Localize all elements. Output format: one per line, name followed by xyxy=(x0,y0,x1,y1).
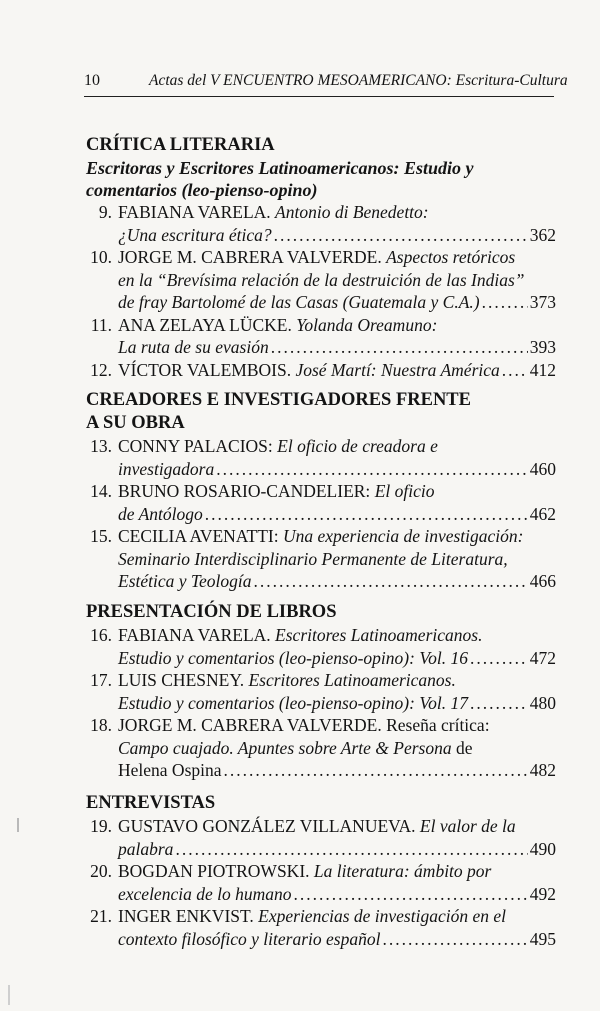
entry-title: José Martí: Nuestra América xyxy=(295,359,500,380)
entry-title: El valor de la xyxy=(419,816,516,836)
toc-entry[interactable] xyxy=(86,314,556,359)
dot-leader xyxy=(502,359,528,382)
entry-author: CONNY PALACIOS: xyxy=(118,436,273,456)
scan-artifact xyxy=(17,818,19,832)
scan-artifact xyxy=(8,985,10,1005)
toc-entry[interactable] xyxy=(86,201,556,246)
entry-page: 472 xyxy=(529,647,556,668)
entry-title: Escritores Latinoamericanos. xyxy=(248,670,456,690)
dot-leader xyxy=(224,759,528,782)
toc-entry[interactable] xyxy=(86,714,556,782)
entry-author: FABIANA VARELA. xyxy=(118,625,271,645)
entry-page: 490 xyxy=(529,838,556,859)
entry-number: 11. xyxy=(90,314,112,335)
entry-title: investigadora xyxy=(118,458,215,479)
entry-number: 19. xyxy=(90,816,112,836)
entry-title: Estudio y comentarios (leo-pienso-opino): Vol. 17 xyxy=(118,692,468,713)
entry-author: CECILIA AVENATTI: xyxy=(118,526,279,546)
entry-title: excelencia de lo humano xyxy=(118,883,292,904)
entry-number: 10. xyxy=(90,247,112,267)
section-title: PRESENTACIÓN DE LIBROS xyxy=(86,602,337,622)
section-creadores xyxy=(86,389,556,593)
entry-title: La ruta de su evasión xyxy=(118,337,269,357)
dot-leader xyxy=(254,570,528,593)
entry-title: Una experiencia de investigación: xyxy=(282,526,524,546)
entry-number: 9. xyxy=(98,202,112,222)
entry-page: 492 xyxy=(529,883,556,904)
entry-page: 480 xyxy=(529,692,556,713)
entry-title: Escritores Latinoamericanos. xyxy=(275,625,483,645)
toc-entry[interactable] xyxy=(86,669,556,714)
entry-number: 18. xyxy=(90,715,112,735)
entry-page: 462 xyxy=(529,503,556,524)
header-rule xyxy=(84,96,554,97)
entry-title: Antonio di Benedetto: xyxy=(275,202,429,222)
section-title: A SU OBRA xyxy=(86,413,185,433)
entry-title: El oficio de creadora e xyxy=(277,436,438,456)
dot-leader xyxy=(470,647,528,670)
dot-leader xyxy=(175,838,527,861)
entry-author: JORGE M. CABRERA VALVERDE. xyxy=(118,247,382,267)
entry-author: BRUNO ROSARIO-CANDELIER: xyxy=(118,481,371,501)
dot-leader xyxy=(293,883,527,906)
entry-page: 393 xyxy=(529,337,556,357)
running-header xyxy=(84,72,568,98)
entry-title: Experiencias de investigación en el xyxy=(258,906,506,926)
section-title: ENTREVISTAS xyxy=(86,793,216,813)
entry-title: Reseña crítica: xyxy=(386,715,490,735)
entry-author: VÍCTOR VALEMBOIS. xyxy=(118,359,292,380)
entry-title: de fray Bartolomé de las Casas (Guatemala y C.A.) xyxy=(118,292,480,312)
entry-author: JORGE M. CABRERA VALVERDE. xyxy=(118,715,382,735)
entry-page: 466 xyxy=(529,571,556,591)
entry-page: 412 xyxy=(529,359,556,380)
entry-page: 373 xyxy=(529,292,556,312)
entry-number: 12. xyxy=(90,359,112,380)
section-entrevistas xyxy=(86,792,556,950)
section-title: CREADORES E INVESTIGADORES FRENTE xyxy=(86,390,471,410)
dot-leader xyxy=(216,458,528,481)
entry-number: 13. xyxy=(90,436,112,456)
dot-leader xyxy=(482,291,528,314)
toc-entry[interactable] xyxy=(86,905,556,950)
entry-page: 362 xyxy=(529,224,556,245)
entry-title: Seminario Interdisciplinario Permanente de Literatura, xyxy=(118,548,508,569)
page-number: 10 xyxy=(84,72,100,89)
toc-entry[interactable] xyxy=(86,359,556,382)
dot-leader xyxy=(205,503,528,526)
section-subtitle: Escritoras y Escritores Latinoamericanos: Estudio y xyxy=(86,158,474,178)
toc-entry[interactable] xyxy=(86,624,556,669)
entry-title: Aspectos retóricos xyxy=(386,247,516,267)
entry-number: 21. xyxy=(90,906,112,926)
entry-title: Estética y Teología xyxy=(118,571,252,591)
toc-entry[interactable] xyxy=(86,435,556,480)
toc-entry[interactable] xyxy=(86,525,556,593)
entry-author: INGER ENKVIST. xyxy=(118,906,254,926)
entry-author: GUSTAVO GONZÁLEZ VILLANUEVA. xyxy=(118,816,416,836)
entry-title: La literatura: ámbito por xyxy=(313,861,492,881)
dot-leader xyxy=(382,928,527,951)
entry-title: palabra xyxy=(118,838,174,859)
section-presentacion-libros xyxy=(86,601,556,782)
toc-entry[interactable] xyxy=(86,815,556,860)
section-title: CRÍTICA LITERARIA xyxy=(86,135,275,155)
section-critica-literaria xyxy=(86,134,556,381)
entry-title: de xyxy=(451,737,473,758)
toc-entry[interactable] xyxy=(86,860,556,905)
entry-author: LUIS CHESNEY. xyxy=(118,670,245,690)
entry-number: 20. xyxy=(90,861,112,881)
entry-author: FABIANA VARELA. xyxy=(118,202,271,222)
entry-number: 17. xyxy=(90,670,112,690)
entry-title: contexto filosófico y literario español xyxy=(118,928,381,949)
entry-title: ¿Una escritura ética? xyxy=(118,224,272,245)
entry-title: Estudio y comentarios (leo-pienso-opino): Vol. 16 xyxy=(118,647,468,668)
entry-author: ANA ZELAYA LÜCKE. xyxy=(118,314,292,335)
toc-entry[interactable] xyxy=(86,480,556,525)
section-subtitle: comentarios (leo-pienso-opino) xyxy=(86,180,318,200)
entry-page: 460 xyxy=(529,458,556,479)
entry-page: 482 xyxy=(529,760,556,780)
dot-leader xyxy=(470,692,528,715)
toc-entry[interactable] xyxy=(86,246,556,314)
entry-author: BOGDAN PIOTROWSKI. xyxy=(118,861,310,881)
running-title: Actas del V ENCUENTRO MESOAMERICANO: Escritura-Cultura xyxy=(149,72,568,89)
dot-leader xyxy=(271,336,528,359)
entry-title: de Antólogo xyxy=(118,503,203,524)
entry-title: en la “Brevísima relación de la destruición de las Indias” xyxy=(118,269,525,290)
entry-title: El oficio xyxy=(374,481,435,501)
entry-number: 14. xyxy=(90,481,112,501)
entry-title: Campo cuajado. Apuntes sobre Arte & Persona xyxy=(118,737,452,758)
entry-number: 16. xyxy=(90,625,112,645)
entry-title: Yolanda Oreamuno: xyxy=(296,314,438,335)
entry-number: 15. xyxy=(90,526,112,546)
entry-page: 495 xyxy=(529,928,556,949)
dot-leader xyxy=(274,224,528,247)
entry-title: Helena Ospina xyxy=(118,760,222,780)
